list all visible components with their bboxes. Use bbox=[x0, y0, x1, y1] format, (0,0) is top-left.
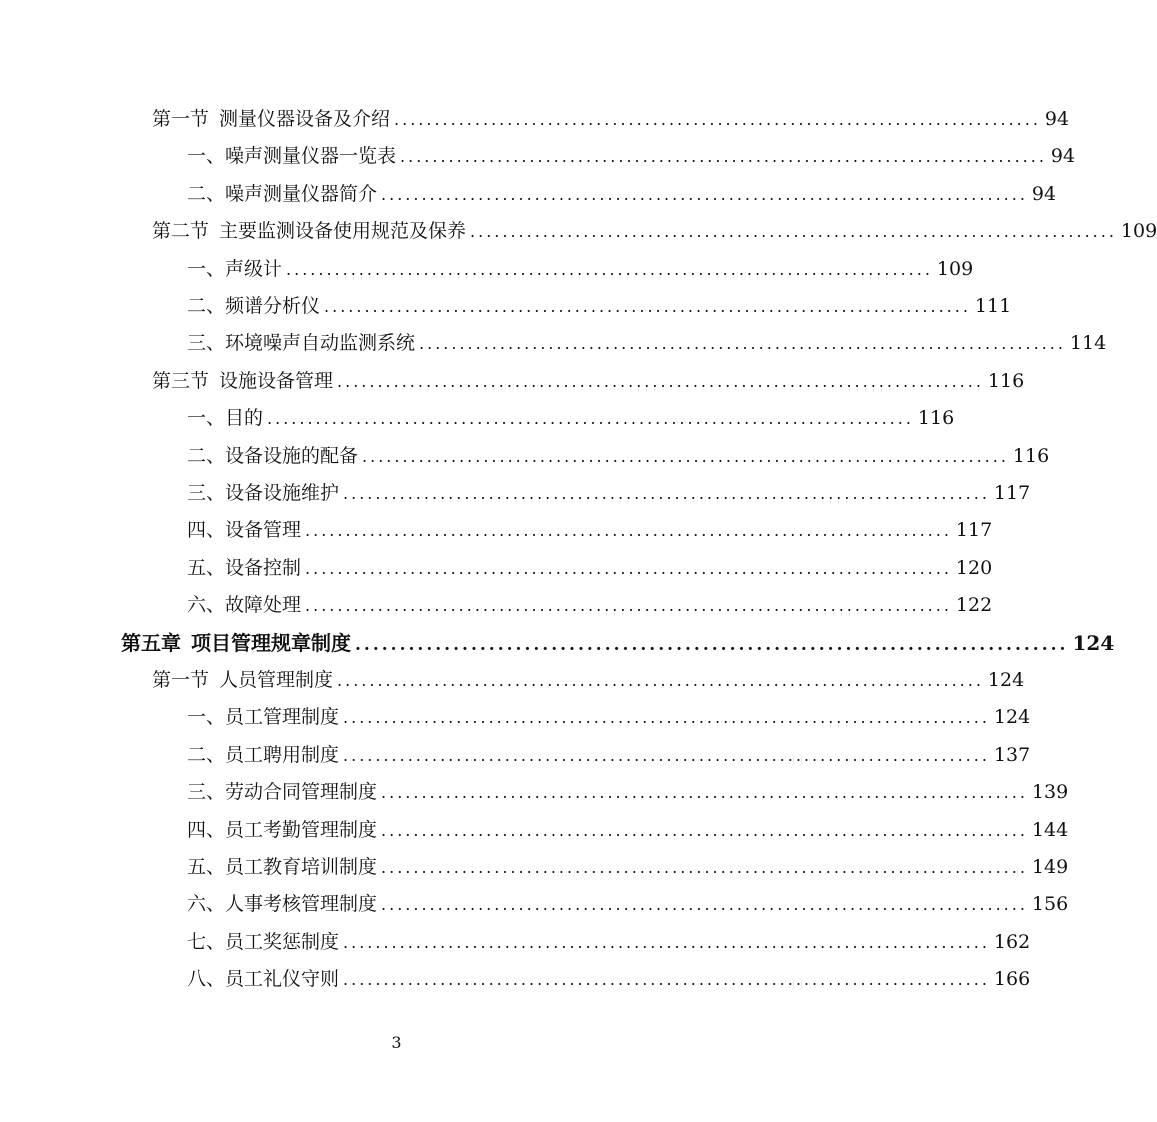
toc-chapter-entry bbox=[121, 628, 1115, 658]
toc-page-number: 120 bbox=[955, 556, 993, 579]
toc-entry-title: 项目管理规章制度 bbox=[191, 630, 351, 655]
toc-dot-leader: ................................................................................ bbox=[286, 259, 933, 279]
toc-entry-number: 二、 bbox=[187, 295, 226, 317]
toc-entry-title: 测量仪器设备及介绍 bbox=[219, 108, 391, 130]
toc-page-number: 124 bbox=[987, 669, 1025, 691]
toc-entry-label bbox=[121, 628, 351, 658]
toc-page-number: 166 bbox=[993, 968, 1031, 991]
toc-dot-leader: ................................................................................ bbox=[419, 334, 1066, 354]
toc-entry-label bbox=[187, 590, 301, 620]
toc-entry-number: 五、 bbox=[187, 856, 226, 878]
toc-page-number: 114 bbox=[1069, 332, 1107, 355]
toc-entry-number: 六、 bbox=[187, 893, 226, 916]
toc-entry-label bbox=[152, 216, 466, 246]
toc-entry-label bbox=[187, 141, 396, 171]
toc-page-number: 94 bbox=[1044, 108, 1070, 130]
toc-entry-label bbox=[187, 964, 339, 994]
toc-page-number: 156 bbox=[1031, 893, 1069, 916]
toc-entry-label bbox=[187, 702, 339, 732]
toc-subsection-entry bbox=[187, 815, 1069, 845]
toc-entry-number: 第五章 bbox=[121, 630, 181, 655]
toc-entry-number: 三、 bbox=[187, 781, 226, 804]
toc-subsection-entry bbox=[187, 927, 1031, 957]
toc-dot-leader: ................................................................................ bbox=[343, 970, 990, 990]
toc-entry-number: 七、 bbox=[187, 930, 226, 953]
toc-entry-title: 员工奖惩制度 bbox=[225, 930, 340, 953]
toc-entry-label bbox=[187, 852, 377, 882]
toc-entry-label bbox=[187, 740, 339, 770]
toc-entry-number: 一、 bbox=[187, 407, 226, 430]
toc-entry-title: 人事考核管理制度 bbox=[225, 893, 378, 916]
toc-entry-title: 设施设备管理 bbox=[219, 369, 334, 392]
toc-page-number: 109 bbox=[1120, 220, 1157, 243]
toc-dot-leader: ................................................................................ bbox=[305, 596, 952, 616]
toc-entry-number: 二、 bbox=[187, 444, 226, 467]
toc-subsection-entry bbox=[187, 777, 1069, 807]
toc-page-number: 124 bbox=[1072, 630, 1115, 655]
toc-entry-number: 四、 bbox=[187, 818, 226, 841]
toc-entry-number: 五、 bbox=[187, 556, 226, 579]
toc-dot-leader: ................................................................................ bbox=[324, 297, 971, 316]
toc-entry-label bbox=[187, 328, 415, 358]
toc-entry-title: 员工教育培训制度 bbox=[225, 856, 378, 878]
toc-page-number: 94 bbox=[1031, 182, 1057, 205]
toc-entry-label bbox=[152, 366, 333, 396]
toc-subsection-entry bbox=[187, 590, 993, 620]
toc-subsection-entry bbox=[187, 852, 1069, 882]
toc-subsection-entry bbox=[187, 553, 993, 583]
toc-page-number: 139 bbox=[1031, 781, 1069, 804]
toc-dot-leader: ................................................................................ bbox=[337, 371, 984, 391]
toc-dot-leader: ................................................................................ bbox=[400, 147, 1047, 167]
toc-entry-title: 频谱分析仪 bbox=[225, 295, 321, 317]
toc-entry-title: 设备控制 bbox=[225, 556, 302, 579]
toc-page-number: 109 bbox=[936, 257, 974, 280]
toc-page-number: 116 bbox=[917, 407, 955, 430]
toc-entry-label bbox=[187, 254, 282, 284]
toc-page-number: 111 bbox=[974, 295, 1012, 317]
toc-entry-title: 员工聘用制度 bbox=[225, 743, 340, 766]
toc-entry-title: 主要监测设备使用规范及保养 bbox=[219, 220, 467, 243]
toc-entry-label bbox=[187, 478, 339, 508]
toc-dot-leader: ................................................................................ bbox=[381, 783, 1028, 803]
toc-entry-label bbox=[187, 815, 377, 845]
toc-dot-leader: ................................................................................ bbox=[470, 222, 1117, 242]
toc-entry-number: 一、 bbox=[187, 145, 226, 168]
toc-entry-label bbox=[187, 291, 320, 321]
toc-entry-title: 劳动合同管理制度 bbox=[225, 781, 378, 804]
toc-section-entry bbox=[152, 665, 1025, 695]
toc-entry-number: 第一节 bbox=[152, 669, 210, 691]
toc-subsection-entry bbox=[187, 964, 1031, 994]
toc-entry-title: 声级计 bbox=[225, 257, 283, 280]
toc-entry-title: 噪声测量仪器简介 bbox=[225, 182, 378, 205]
toc-subsection-entry bbox=[187, 478, 1031, 508]
toc-entry-number: 六、 bbox=[187, 594, 226, 617]
toc-dot-leader: ................................................................................ bbox=[355, 634, 1069, 655]
toc-section-entry bbox=[152, 366, 1025, 396]
toc-page-number: 116 bbox=[1012, 444, 1050, 467]
toc-page-number: 124 bbox=[993, 706, 1031, 729]
toc-entry-label bbox=[187, 553, 301, 583]
toc-entry-title: 设备管理 bbox=[225, 519, 302, 542]
toc-page-number: 122 bbox=[955, 594, 993, 617]
toc-subsection-entry bbox=[187, 403, 955, 433]
toc-entry-number: 一、 bbox=[187, 257, 226, 280]
toc-entry-title: 故障处理 bbox=[225, 594, 302, 617]
toc-entry-label bbox=[187, 889, 377, 919]
toc-subsection-entry bbox=[187, 441, 1050, 471]
page-number: 3 bbox=[391, 1033, 402, 1052]
toc-entry-title: 人员管理制度 bbox=[219, 669, 334, 691]
toc-page-number: 116 bbox=[987, 369, 1025, 392]
toc-entry-title: 设备设施维护 bbox=[225, 482, 340, 504]
toc-entry-label bbox=[152, 665, 333, 695]
toc-dot-leader: ................................................................................ bbox=[343, 708, 990, 728]
toc-dot-leader: ................................................................................ bbox=[343, 484, 990, 503]
toc-dot-leader: ................................................................................ bbox=[381, 858, 1028, 877]
toc-dot-leader: ................................................................................ bbox=[381, 184, 1028, 204]
toc-entry-label bbox=[187, 927, 339, 957]
toc-entry-number: 第三节 bbox=[152, 369, 210, 392]
toc-subsection-entry bbox=[187, 889, 1069, 919]
toc-entry-label bbox=[187, 515, 301, 545]
toc-entry-number: 二、 bbox=[187, 743, 226, 766]
toc-page-number: 94 bbox=[1050, 145, 1076, 168]
toc-dot-leader: ................................................................................ bbox=[267, 409, 914, 429]
toc-section-entry bbox=[152, 216, 1157, 246]
toc-entry-title: 设备设施的配备 bbox=[225, 444, 359, 467]
toc-entry-label bbox=[187, 403, 263, 433]
toc-entry-title: 员工管理制度 bbox=[225, 706, 340, 729]
toc-page-number: 144 bbox=[1031, 818, 1069, 841]
toc-entry-label bbox=[187, 777, 377, 807]
toc-entry-number: 八、 bbox=[187, 968, 226, 991]
toc-entry-number: 二、 bbox=[187, 182, 226, 205]
toc-dot-leader: ................................................................................ bbox=[381, 895, 1028, 915]
toc-page-number: 137 bbox=[993, 743, 1031, 766]
toc-entry-label bbox=[152, 104, 390, 134]
toc-page-number: 149 bbox=[1031, 856, 1069, 878]
toc-subsection-entry bbox=[187, 702, 1031, 732]
toc-entry-title: 员工考勤管理制度 bbox=[225, 818, 378, 841]
toc-subsection-entry bbox=[187, 141, 1076, 171]
toc-entry-title: 员工礼仪守则 bbox=[225, 968, 340, 991]
toc-subsection-entry bbox=[187, 515, 993, 545]
toc-dot-leader: ................................................................................ bbox=[305, 521, 952, 541]
toc-entry-number: 一、 bbox=[187, 706, 226, 729]
toc-dot-leader: ................................................................................ bbox=[394, 110, 1041, 129]
toc-entry-label bbox=[187, 179, 377, 209]
toc-subsection-entry bbox=[187, 254, 974, 284]
toc-page-number: 162 bbox=[993, 930, 1031, 953]
toc-dot-leader: ................................................................................ bbox=[343, 745, 990, 765]
toc-subsection-entry bbox=[187, 291, 1012, 321]
toc-subsection-entry bbox=[187, 179, 1057, 209]
toc-dot-leader: ................................................................................ bbox=[343, 932, 990, 952]
toc-subsection-entry bbox=[187, 740, 1031, 770]
toc-section-entry bbox=[152, 104, 1070, 134]
toc-entry-title: 噪声测量仪器一览表 bbox=[225, 145, 397, 168]
toc-entry-title: 环境噪声自动监测系统 bbox=[225, 332, 416, 355]
toc-entry-label bbox=[187, 441, 358, 471]
toc-dot-leader: ................................................................................ bbox=[337, 671, 984, 690]
toc-dot-leader: ................................................................................ bbox=[362, 446, 1009, 466]
toc-entry-number: 第一节 bbox=[152, 108, 210, 130]
toc-entry-number: 第二节 bbox=[152, 220, 210, 243]
toc-entry-number: 三、 bbox=[187, 332, 226, 355]
toc-dot-leader: ................................................................................ bbox=[381, 820, 1028, 840]
toc-entry-number: 三、 bbox=[187, 482, 226, 504]
toc-entry-title: 目的 bbox=[225, 407, 264, 430]
toc-page-number: 117 bbox=[955, 519, 993, 542]
toc-entry-number: 四、 bbox=[187, 519, 226, 542]
toc-subsection-entry bbox=[187, 328, 1107, 358]
toc-dot-leader: ................................................................................ bbox=[305, 558, 952, 578]
toc-page-number: 117 bbox=[993, 482, 1031, 504]
